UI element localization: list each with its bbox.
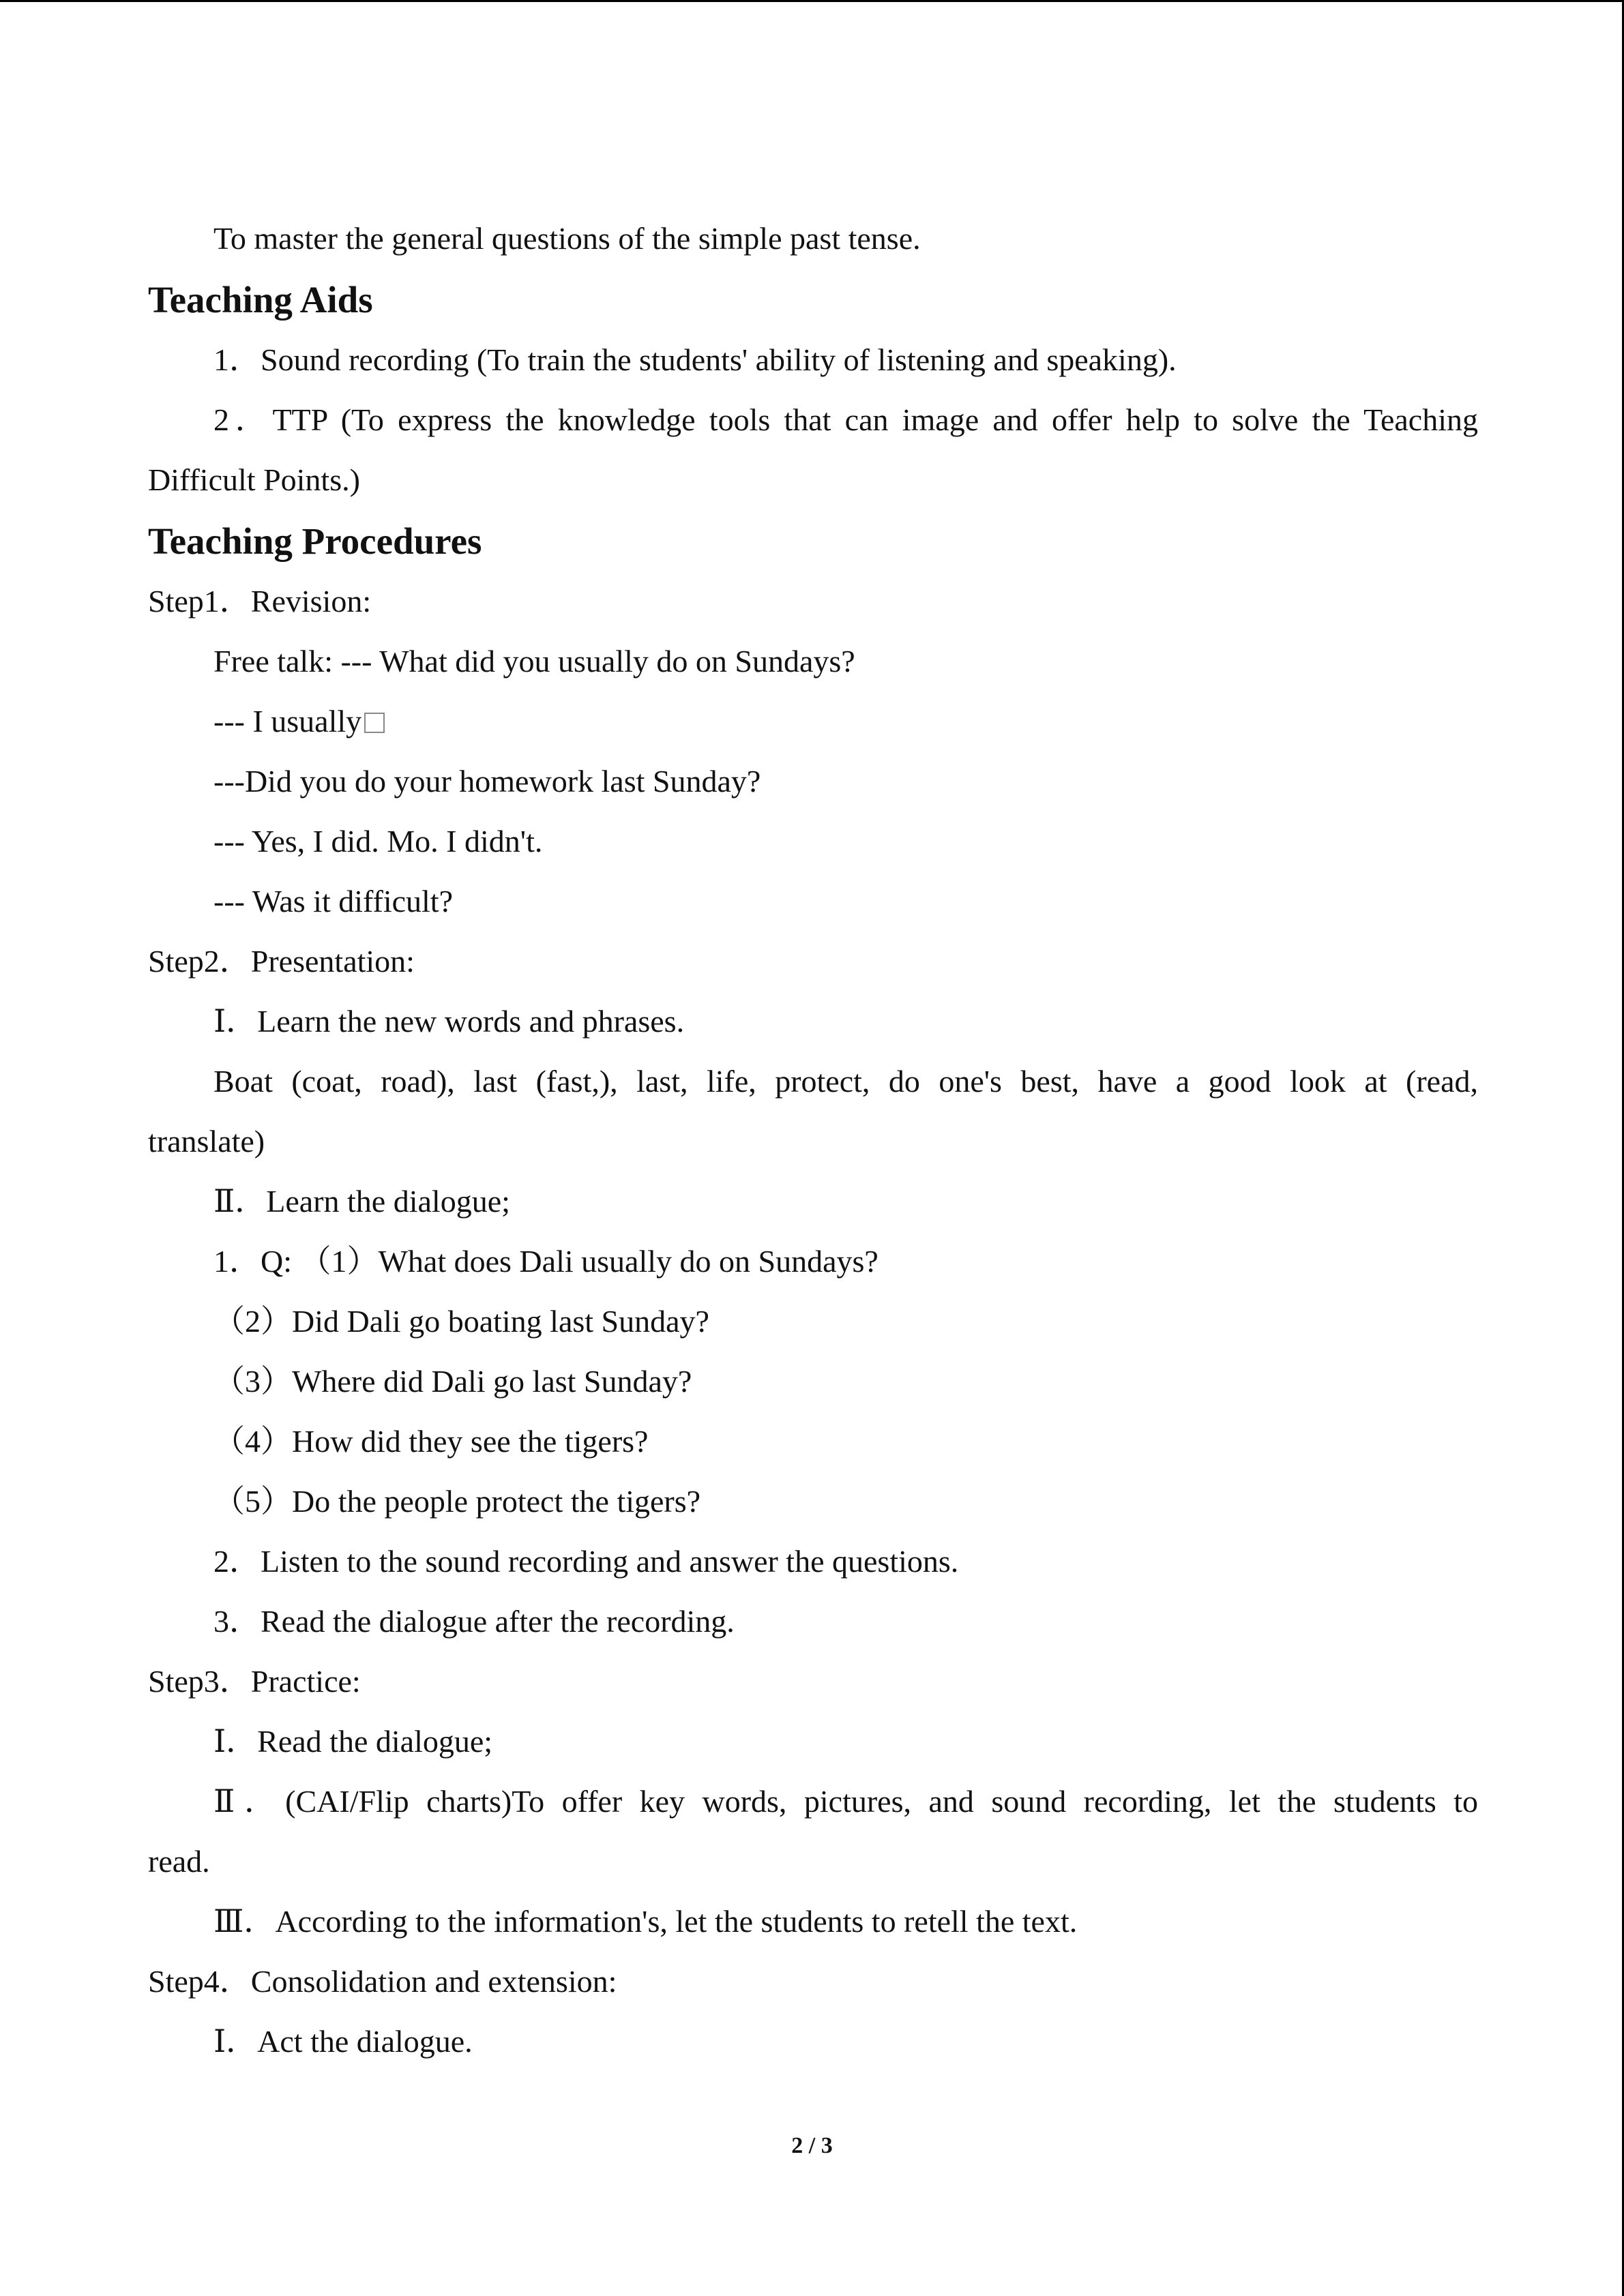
teaching-aids-item-2-line-1: 2．TTP (To express the knowledge tools that can image and offer help to solve the Teaching (213, 402, 1478, 437)
step1-line-3: ---Did you do your homework last Sunday? (213, 764, 761, 799)
step2-question-2: （2）Did Dali go boating last Sunday? (213, 1304, 709, 1339)
step3-title: Step3．Practice: (148, 1664, 361, 1699)
step3-part-2-line-1: Ⅱ．(CAI/Flip charts)To offer key words, pictures, and sound recording, let the students to (213, 1784, 1478, 1819)
step2-words-line-2: translate) (148, 1124, 265, 1159)
step4-title: Step4．Consolidation and extension: (148, 1964, 617, 1999)
intro-line: To master the general questions of the simple past tense. (213, 221, 921, 256)
step1-line-2-text: --- I usually (213, 704, 362, 739)
teaching-aids-item-2-line-2: Difficult Points.) (148, 462, 360, 497)
step2-part-2: Ⅱ．Learn the dialogue; (213, 1184, 510, 1219)
step3-part-1: Ⅰ．Read the dialogue; (213, 1724, 493, 1759)
step1-line-5: --- Was it difficult? (213, 884, 453, 919)
step1-title: Step1．Revision: (148, 584, 372, 618)
step2-part-1: Ⅰ．Learn the new words and phrases. (213, 1004, 685, 1039)
step1-line-4: --- Yes, I did. Mo. I didn't. (213, 824, 543, 859)
teaching-procedures-heading: Teaching Procedures (148, 520, 482, 562)
document-body (148, 209, 1478, 2072)
step1-line-1: Free talk: --- What did you usually do on Sundays? (213, 644, 855, 679)
teaching-aids-item-1: 1．Sound recording (To train the students' ability of listening and speaking). (213, 342, 1177, 377)
step2-title: Step2．Presentation: (148, 944, 415, 979)
page-top-border (0, 0, 1624, 2)
page-number: 2 / 3 (791, 2133, 833, 2158)
step2-question-4: （4）How did they see the tigers? (213, 1424, 649, 1459)
step2-words-line-1: Boat (coat, road), last (fast,), last, life, protect, do one's best, have a good look at (read, (213, 1064, 1478, 1099)
missing-glyph-box-icon (364, 713, 385, 733)
step3-part-3: Ⅲ．According to the information's, let the students to retell the text. (213, 1904, 1078, 1939)
step4-part-1: Ⅰ．Act the dialogue. (213, 2024, 473, 2059)
step2-question-3: （3）Where did Dali go last Sunday? (213, 1364, 692, 1399)
step2-question-5: （5）Do the people protect the tigers? (213, 1484, 701, 1519)
step1-line-2 (148, 691, 1478, 751)
step2-item-2: 2．Listen to the sound recording and answer the questions. (213, 1544, 959, 1579)
step2-question-1: 1．Q: （1）What does Dali usually do on Sundays? (213, 1244, 879, 1279)
step3-part-2-line-2: read. (148, 1844, 210, 1879)
teaching-aids-heading: Teaching Aids (148, 279, 373, 320)
step2-item-3: 3．Read the dialogue after the recording. (213, 1604, 735, 1639)
